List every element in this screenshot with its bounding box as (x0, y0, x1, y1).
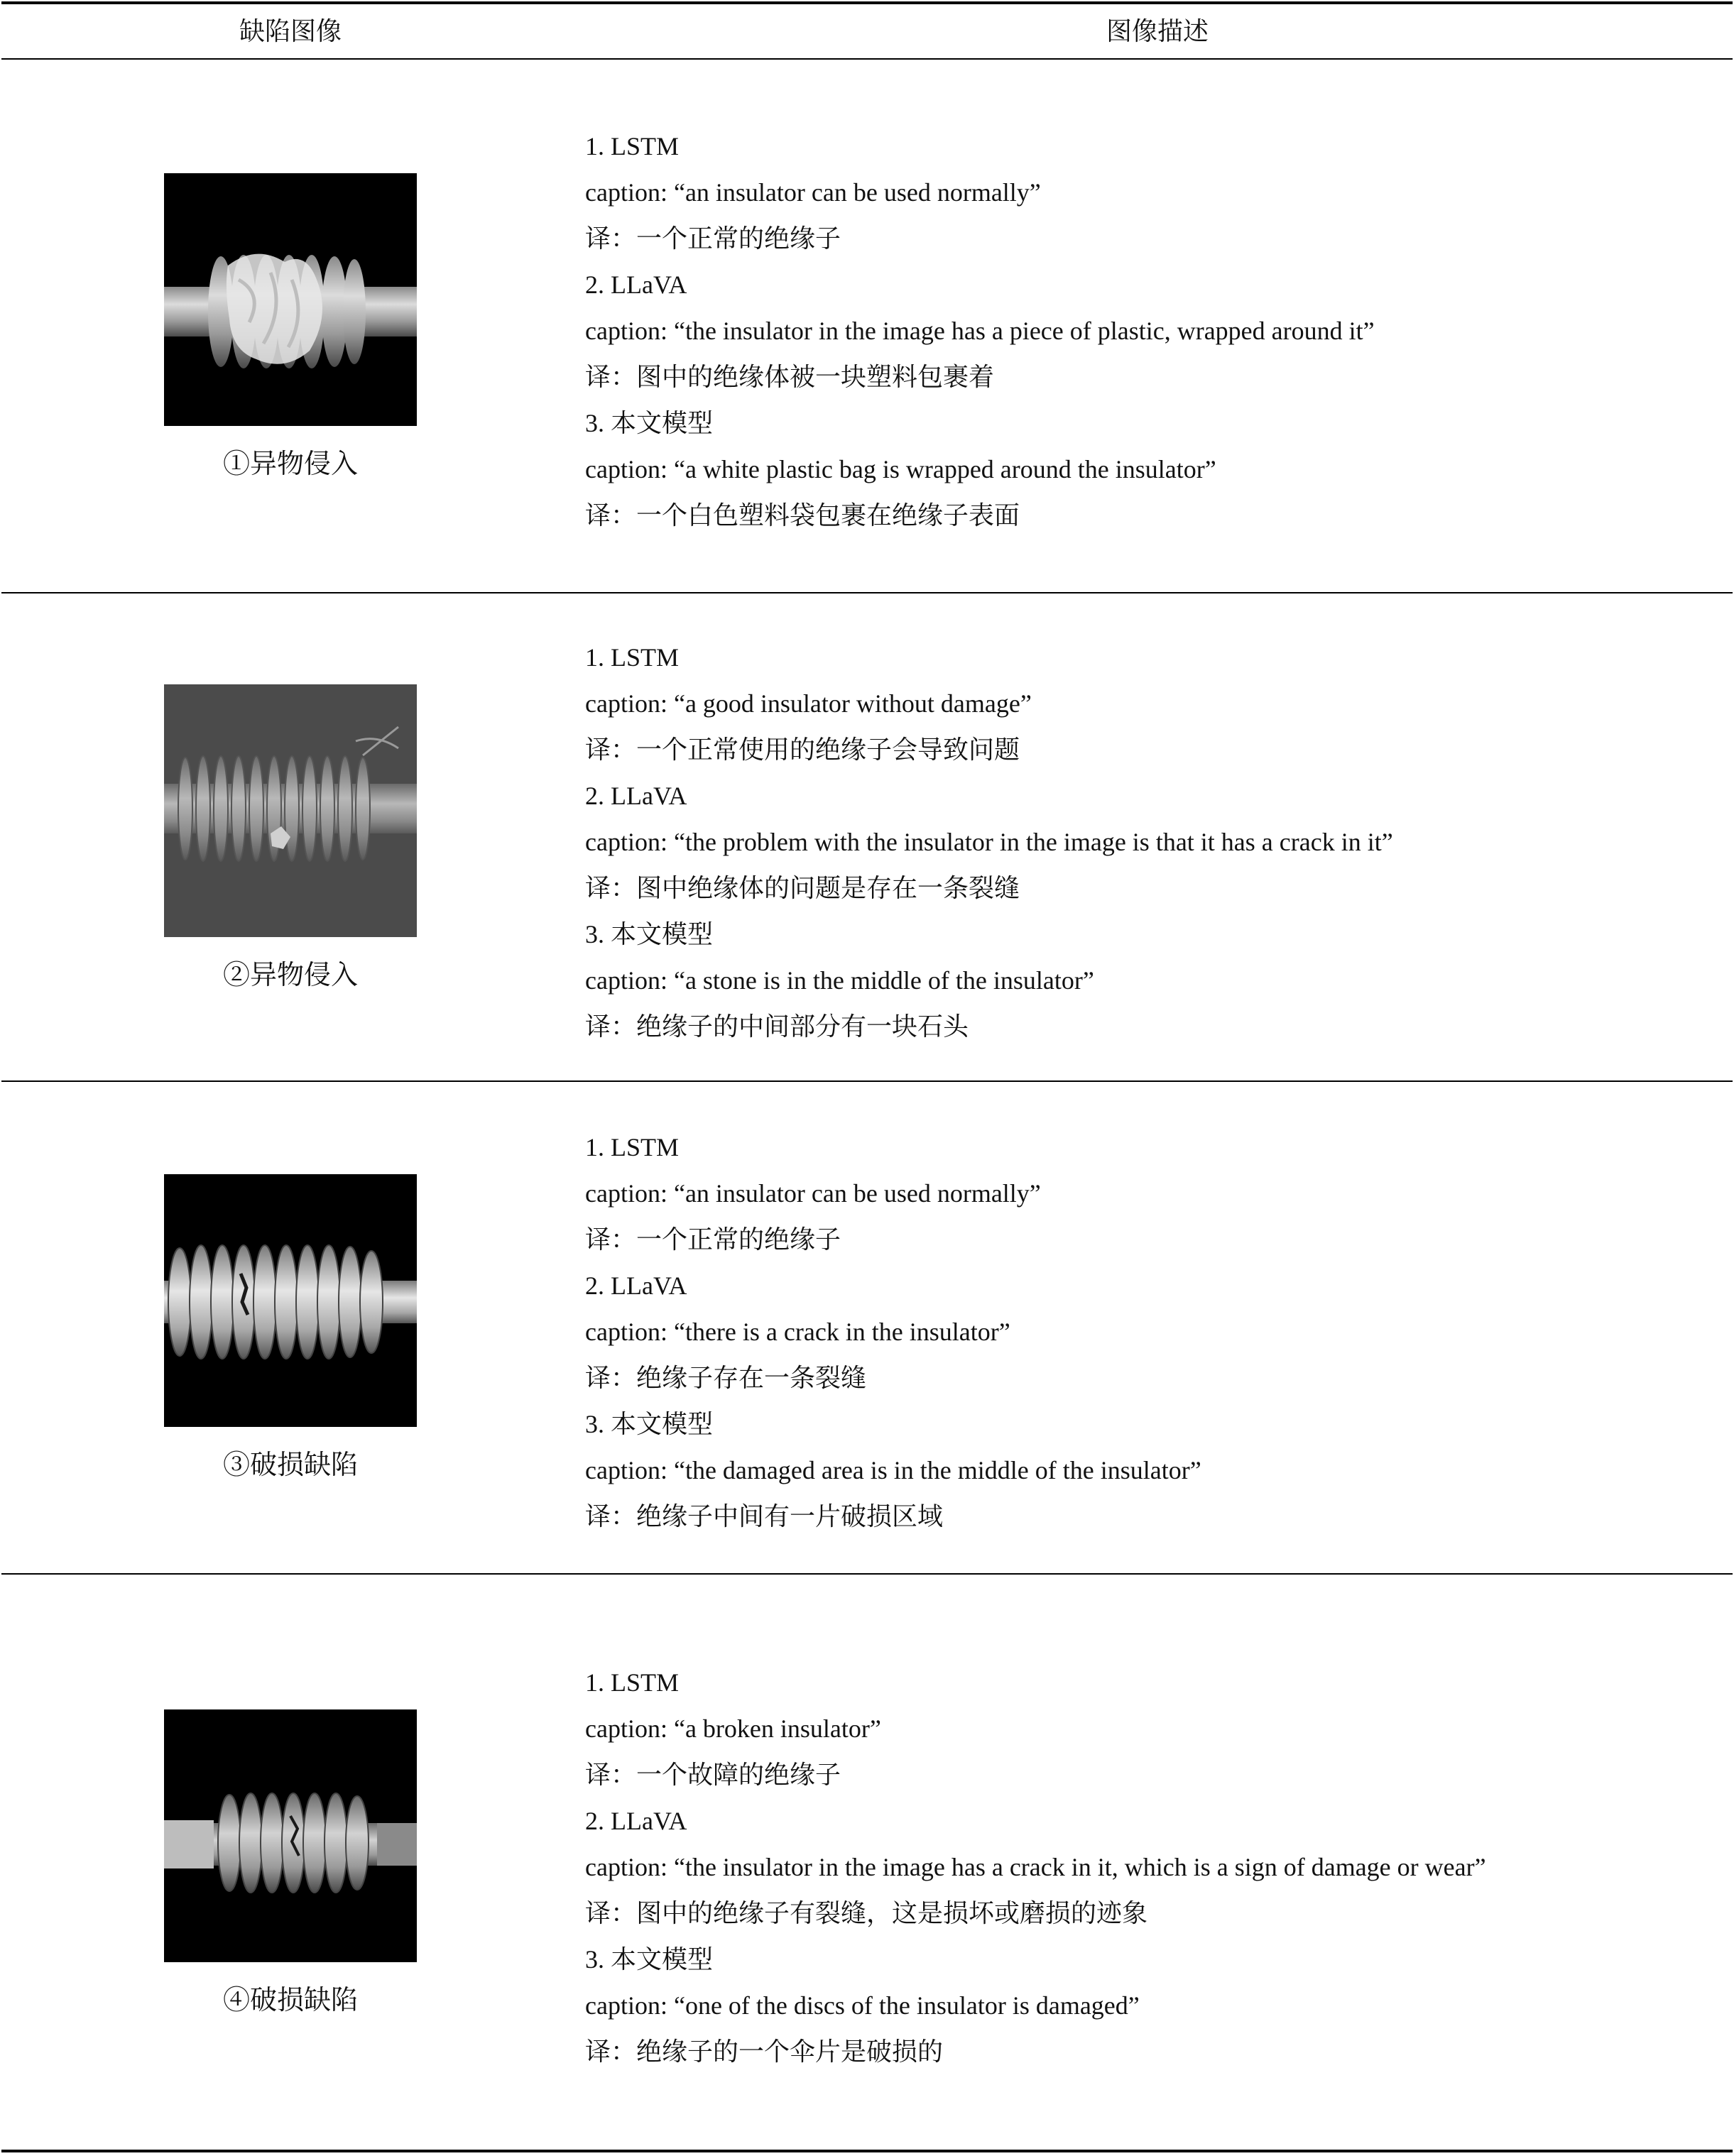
caption-line: caption: “the insulator in the image has a piece of plastic, wrapped around it” (585, 317, 1375, 345)
defect-label: ④破损缺陷 (222, 1986, 358, 2015)
caption-line: caption: “the insulator in the image has a crack in it, which is a sign of damage or wear” (585, 1853, 1486, 1881)
translation-line: 译：一个白色塑料袋包裹在绝缘子表面 (585, 501, 1020, 530)
caption-line: caption: “a white plastic bag is wrapped around the insulator” (585, 455, 1216, 483)
model-heading: 1. LSTM (585, 1668, 680, 1697)
model-heading: 1. LSTM (585, 1133, 680, 1161)
model-heading: 2. LLaVA (585, 270, 687, 299)
translation-line: 译：一个正常的绝缘子 (585, 224, 841, 253)
translation-line: 译：图中绝缘体的问题是存在一条裂缝 (585, 874, 1020, 902)
table-top-rule (1, 1, 1733, 4)
defect-image-stone (164, 684, 417, 937)
table-row (0, 1082, 1734, 1573)
defect-label: ③破损缺陷 (222, 1450, 358, 1480)
caption-block (585, 1124, 1707, 1540)
model-heading: 3. 本文模型 (585, 920, 714, 948)
model-heading: 3. 本文模型 (585, 409, 714, 437)
translation-line: 译：绝缘子的一个伞片是破损的 (585, 2037, 944, 2066)
model-heading: 1. LSTM (585, 643, 680, 672)
defect-image-damaged-middle (164, 1174, 417, 1427)
defect-image-damaged-disc (164, 1709, 417, 1962)
translation-line: 译：图中的绝缘体被一块塑料包裹着 (585, 363, 995, 391)
caption-line: caption: “an insulator can be used normally” (585, 1179, 1041, 1208)
header-defect-image: 缺陷图像 (239, 17, 342, 45)
model-heading: 3. 本文模型 (585, 1410, 714, 1438)
caption-block (585, 635, 1707, 1050)
caption-line: caption: “the damaged area is in the middle of the insulator” (585, 1456, 1201, 1484)
translation-line: 译：一个正常使用的绝缘子会导致问题 (585, 735, 1020, 764)
caption-line: caption: “an insulator can be used normally” (585, 178, 1041, 207)
caption-line: caption: “a good insulator without damage” (585, 689, 1032, 718)
defect-label: ②异物侵入 (222, 961, 358, 990)
defect-label: ①异物侵入 (222, 449, 358, 479)
caption-line: caption: “a stone is in the middle of the insulator” (585, 966, 1094, 995)
model-heading: 1. LSTM (585, 132, 680, 160)
translation-line: 译：一个故障的绝缘子 (585, 1761, 841, 1789)
translation-line: 译：绝缘子的中间部分有一块石头 (585, 1012, 969, 1041)
caption-block (585, 1660, 1707, 2075)
defect-image-plastic-bag (164, 173, 417, 426)
translation-line: 译：图中的绝缘子有裂缝，这是损坏或磨损的迹象 (585, 1899, 1148, 1927)
model-heading: 2. LLaVA (585, 1271, 687, 1300)
header-image-description: 图像描述 (1106, 17, 1209, 45)
table-row (0, 593, 1734, 1080)
caption-line: caption: “there is a crack in the insulator” (585, 1318, 1010, 1346)
table-row (0, 1575, 1734, 2150)
table-row (0, 60, 1734, 592)
translation-line: 译：绝缘子存在一条裂缝 (585, 1364, 867, 1392)
translation-line: 译：绝缘子中间有一片破损区域 (585, 1502, 944, 1531)
model-heading: 2. LLaVA (585, 782, 687, 810)
table-bottom-rule (1, 2150, 1733, 2152)
model-heading: 3. 本文模型 (585, 1945, 714, 1974)
translation-line: 译：一个正常的绝缘子 (585, 1225, 841, 1254)
model-heading: 2. LLaVA (585, 1807, 687, 1835)
caption-line: caption: “a broken insulator” (585, 1714, 881, 1743)
caption-block (585, 124, 1707, 539)
caption-line: caption: “the problem with the insulator in the image is that it has a crack in it” (585, 828, 1393, 856)
caption-line: caption: “one of the discs of the insulator is damaged” (585, 1991, 1140, 2020)
